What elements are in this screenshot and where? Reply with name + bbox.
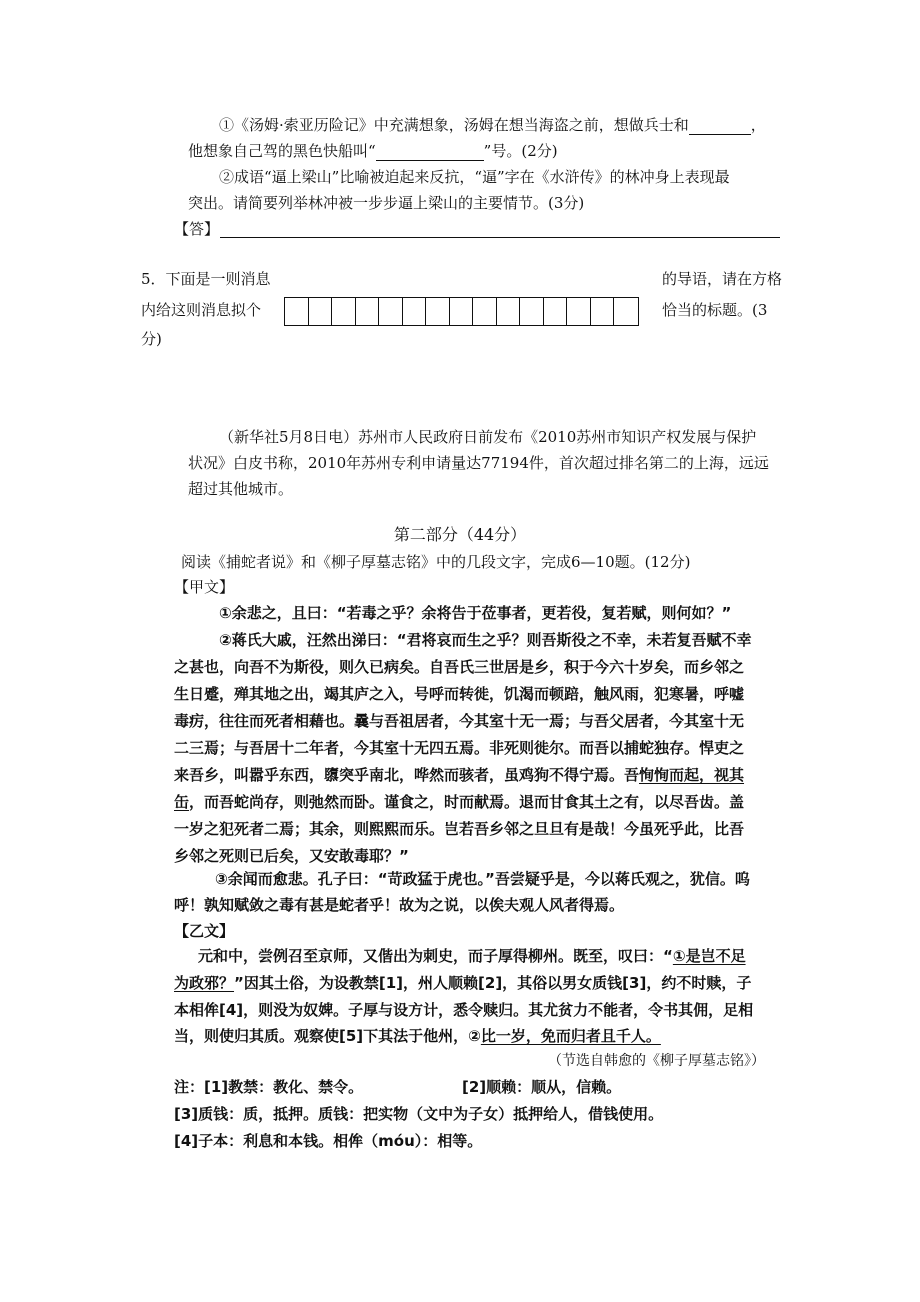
jia-p2-line-7-text: ，而吾蛇尚存，则弛然而卧。谨食之，时而献焉。退而甘食其土之有，以尽吾齿。盖 — [189, 793, 745, 811]
underlined-sentence-1-part-2: 为政邪？ — [174, 974, 235, 992]
yi-line-1-text: 元和中，尝例召至京师，又偕出为刺史，而子厚得柳州。既至，叹曰：“ — [198, 947, 673, 965]
note-2: [2]顺赖：顺从，信赖。 — [462, 1078, 622, 1096]
title-grid-cell[interactable] — [309, 298, 333, 325]
title-grid-cell[interactable] — [426, 298, 450, 325]
jia-p3-line-2: 呼！孰知赋敛之毒有甚是蛇者乎！故为之说，以俟夫观人风者得焉。 — [174, 896, 625, 914]
underlined-sentence-part-2: 缶 — [174, 793, 190, 811]
jia-label: 【甲文】 — [174, 578, 235, 596]
q4-line-3: ②成语“逼上梁山”比喻被迫起来反抗，“逼”字在《水浒传》的林冲身上表现最 — [219, 168, 730, 186]
q4-line-1 — [219, 115, 766, 135]
yi-line-2-text: ”因其土俗，为设教禁[1]，州人顺赖[2]，其俗以男女质钱[3]，约不时赎，子 — [234, 974, 752, 992]
q4-line-4: 突出。请简要列举林冲被一步步逼上梁山的主要情节。(3分) — [188, 194, 585, 212]
title-grid-cell[interactable] — [450, 298, 474, 325]
q4-line-1-text: ①《汤姆·索亚历险记》中充满想象，汤姆在想当海盗之前，想做兵士和 — [219, 116, 689, 134]
jia-p2-line-5: 二三焉；与吾居十二年者，今其室十无四五焉。非死则徙尔。而吾以捕蛇独存。悍吏之 — [174, 739, 745, 757]
q5-right-2: 恰当的标题。(3 — [662, 301, 768, 319]
jia-p2-line-8: 一岁之犯死者二焉；其余，则熙熙而乐。岂若吾乡邻之旦旦有是哉！今虽死乎此，比吾 — [174, 820, 745, 838]
jia-p3-line-1: ③余闻而愈悲。孔子曰：“苛政猛于虎也。”吾尝疑乎是，今以蒋氏观之，犹信。呜 — [215, 870, 750, 888]
answer-line[interactable] — [220, 237, 780, 238]
title-grid-cell[interactable] — [497, 298, 521, 325]
title-grid-cell[interactable] — [332, 298, 356, 325]
jia-p2-line-1: ②蒋氏大戚，汪然出涕曰：“君将哀而生之乎？则吾斯役之不幸，未若复吾赋不幸 — [219, 631, 752, 649]
yi-line-2 — [174, 973, 751, 993]
q4-line-1-end: ， — [750, 116, 766, 134]
news-line-2: 状况》白皮书称，2010年苏州专利申请量达77194件，首次超过排名第二的上海，远远 — [188, 454, 769, 472]
jia-p2-line-4: 毒疠，往往而死者相藉也。曩与吾祖居者，今其室十无一焉；与吾父居者，今其室十无 — [174, 712, 745, 730]
fill-blank-soldier[interactable] — [689, 119, 751, 135]
title-grid-cell[interactable] — [520, 298, 544, 325]
title-answer-grid[interactable] — [284, 297, 639, 326]
q4-line-2-text: 他想象自己驾的黑色快船叫“ — [188, 142, 376, 160]
part2-instruction: 阅读《捕蛇者说》和《柳子厚墓志铭》中的几段文字，完成6—10题。(12分) — [181, 553, 691, 571]
q5-left-3: 分) — [141, 330, 162, 348]
title-grid-cell[interactable] — [544, 298, 568, 325]
part2-title: 第二部分（44分） — [393, 525, 527, 544]
underlined-sentence-part-1: 恂恂而起，视其 — [639, 766, 745, 784]
title-grid-cell[interactable] — [591, 298, 615, 325]
title-grid-cell[interactable] — [567, 298, 591, 325]
jia-p1: ①余悲之，且曰：“若毒之乎？余将告于莅事者，更若役，复若赋，则何如？” — [219, 604, 732, 622]
note-4: [4]子本：利息和本钱。相侔（móu）：相等。 — [174, 1132, 483, 1150]
jia-p2-line-6 — [174, 765, 744, 785]
q4-line-2-end: ”号。(2分) — [483, 142, 558, 160]
title-grid-cell[interactable] — [379, 298, 403, 325]
yi-line-4 — [174, 1026, 661, 1046]
fill-blank-ship-name[interactable] — [376, 145, 484, 161]
title-grid-cell[interactable] — [473, 298, 497, 325]
underlined-sentence-2: 比一岁，免而归者且千人。 — [480, 1027, 661, 1045]
title-grid-cell[interactable] — [285, 298, 309, 325]
jia-p2-line-6-text: 来吾乡，叫嚣乎东西，隳突乎南北，哗然而骇者，虽鸡狗不得宁焉。吾 — [174, 766, 640, 784]
yi-source: （节选自韩愈的《柳子厚墓志铭》） — [548, 1053, 765, 1069]
yi-label: 【乙文】 — [174, 922, 235, 940]
note-3: [3]质钱：质，抵押。质钱：把实物（文中为子女）抵押给人，借钱使用。 — [174, 1105, 664, 1123]
yi-line-1 — [198, 946, 746, 966]
underlined-sentence-1-part-1: ①是岂不足 — [672, 947, 746, 965]
news-line-3: 超过其他城市。 — [188, 480, 294, 498]
yi-line-3: 本相侔[4]，则没为奴婢。子厚与设方计，悉令赎归。其尤贫力不能者，令书其佣，足相 — [174, 1001, 754, 1019]
note-1: 注：[1]教禁：教化、禁令。 — [174, 1078, 364, 1096]
title-grid-cell[interactable] — [614, 298, 638, 325]
title-grid-cell[interactable] — [403, 298, 427, 325]
news-line-1: （新华社5月8日电）苏州市人民政府日前发布《2010苏州市知识产权发展与保护 — [219, 428, 757, 446]
q4-line-2 — [188, 141, 558, 161]
jia-p2-line-3: 生日蹙，殚其地之出，竭其庐之入，号呼而转徙，饥渴而顿踣，触风雨，犯寒暑，呼嘘 — [174, 685, 745, 703]
yi-line-4-text: 当，则使归其质。观察使[5]下其法于他州，② — [174, 1027, 481, 1045]
q5-left-2: 内给这则消息拟个 — [141, 301, 262, 319]
q5-left-1: 5．下面是一则消息 — [141, 270, 271, 288]
jia-p2-line-2: 之甚也，向吾不为斯役，则久已病矣。自吾氏三世居是乡，积于今六十岁矣，而乡邻之 — [174, 658, 745, 676]
jia-p2-line-9: 乡邻之死则已后矣，又安敢毒耶？” — [174, 847, 409, 865]
q5-right-1: 的导语，请在方格 — [662, 270, 783, 288]
title-grid-cell[interactable] — [356, 298, 380, 325]
answer-label: 【答】 — [174, 220, 220, 238]
jia-p2-line-7 — [174, 792, 744, 812]
